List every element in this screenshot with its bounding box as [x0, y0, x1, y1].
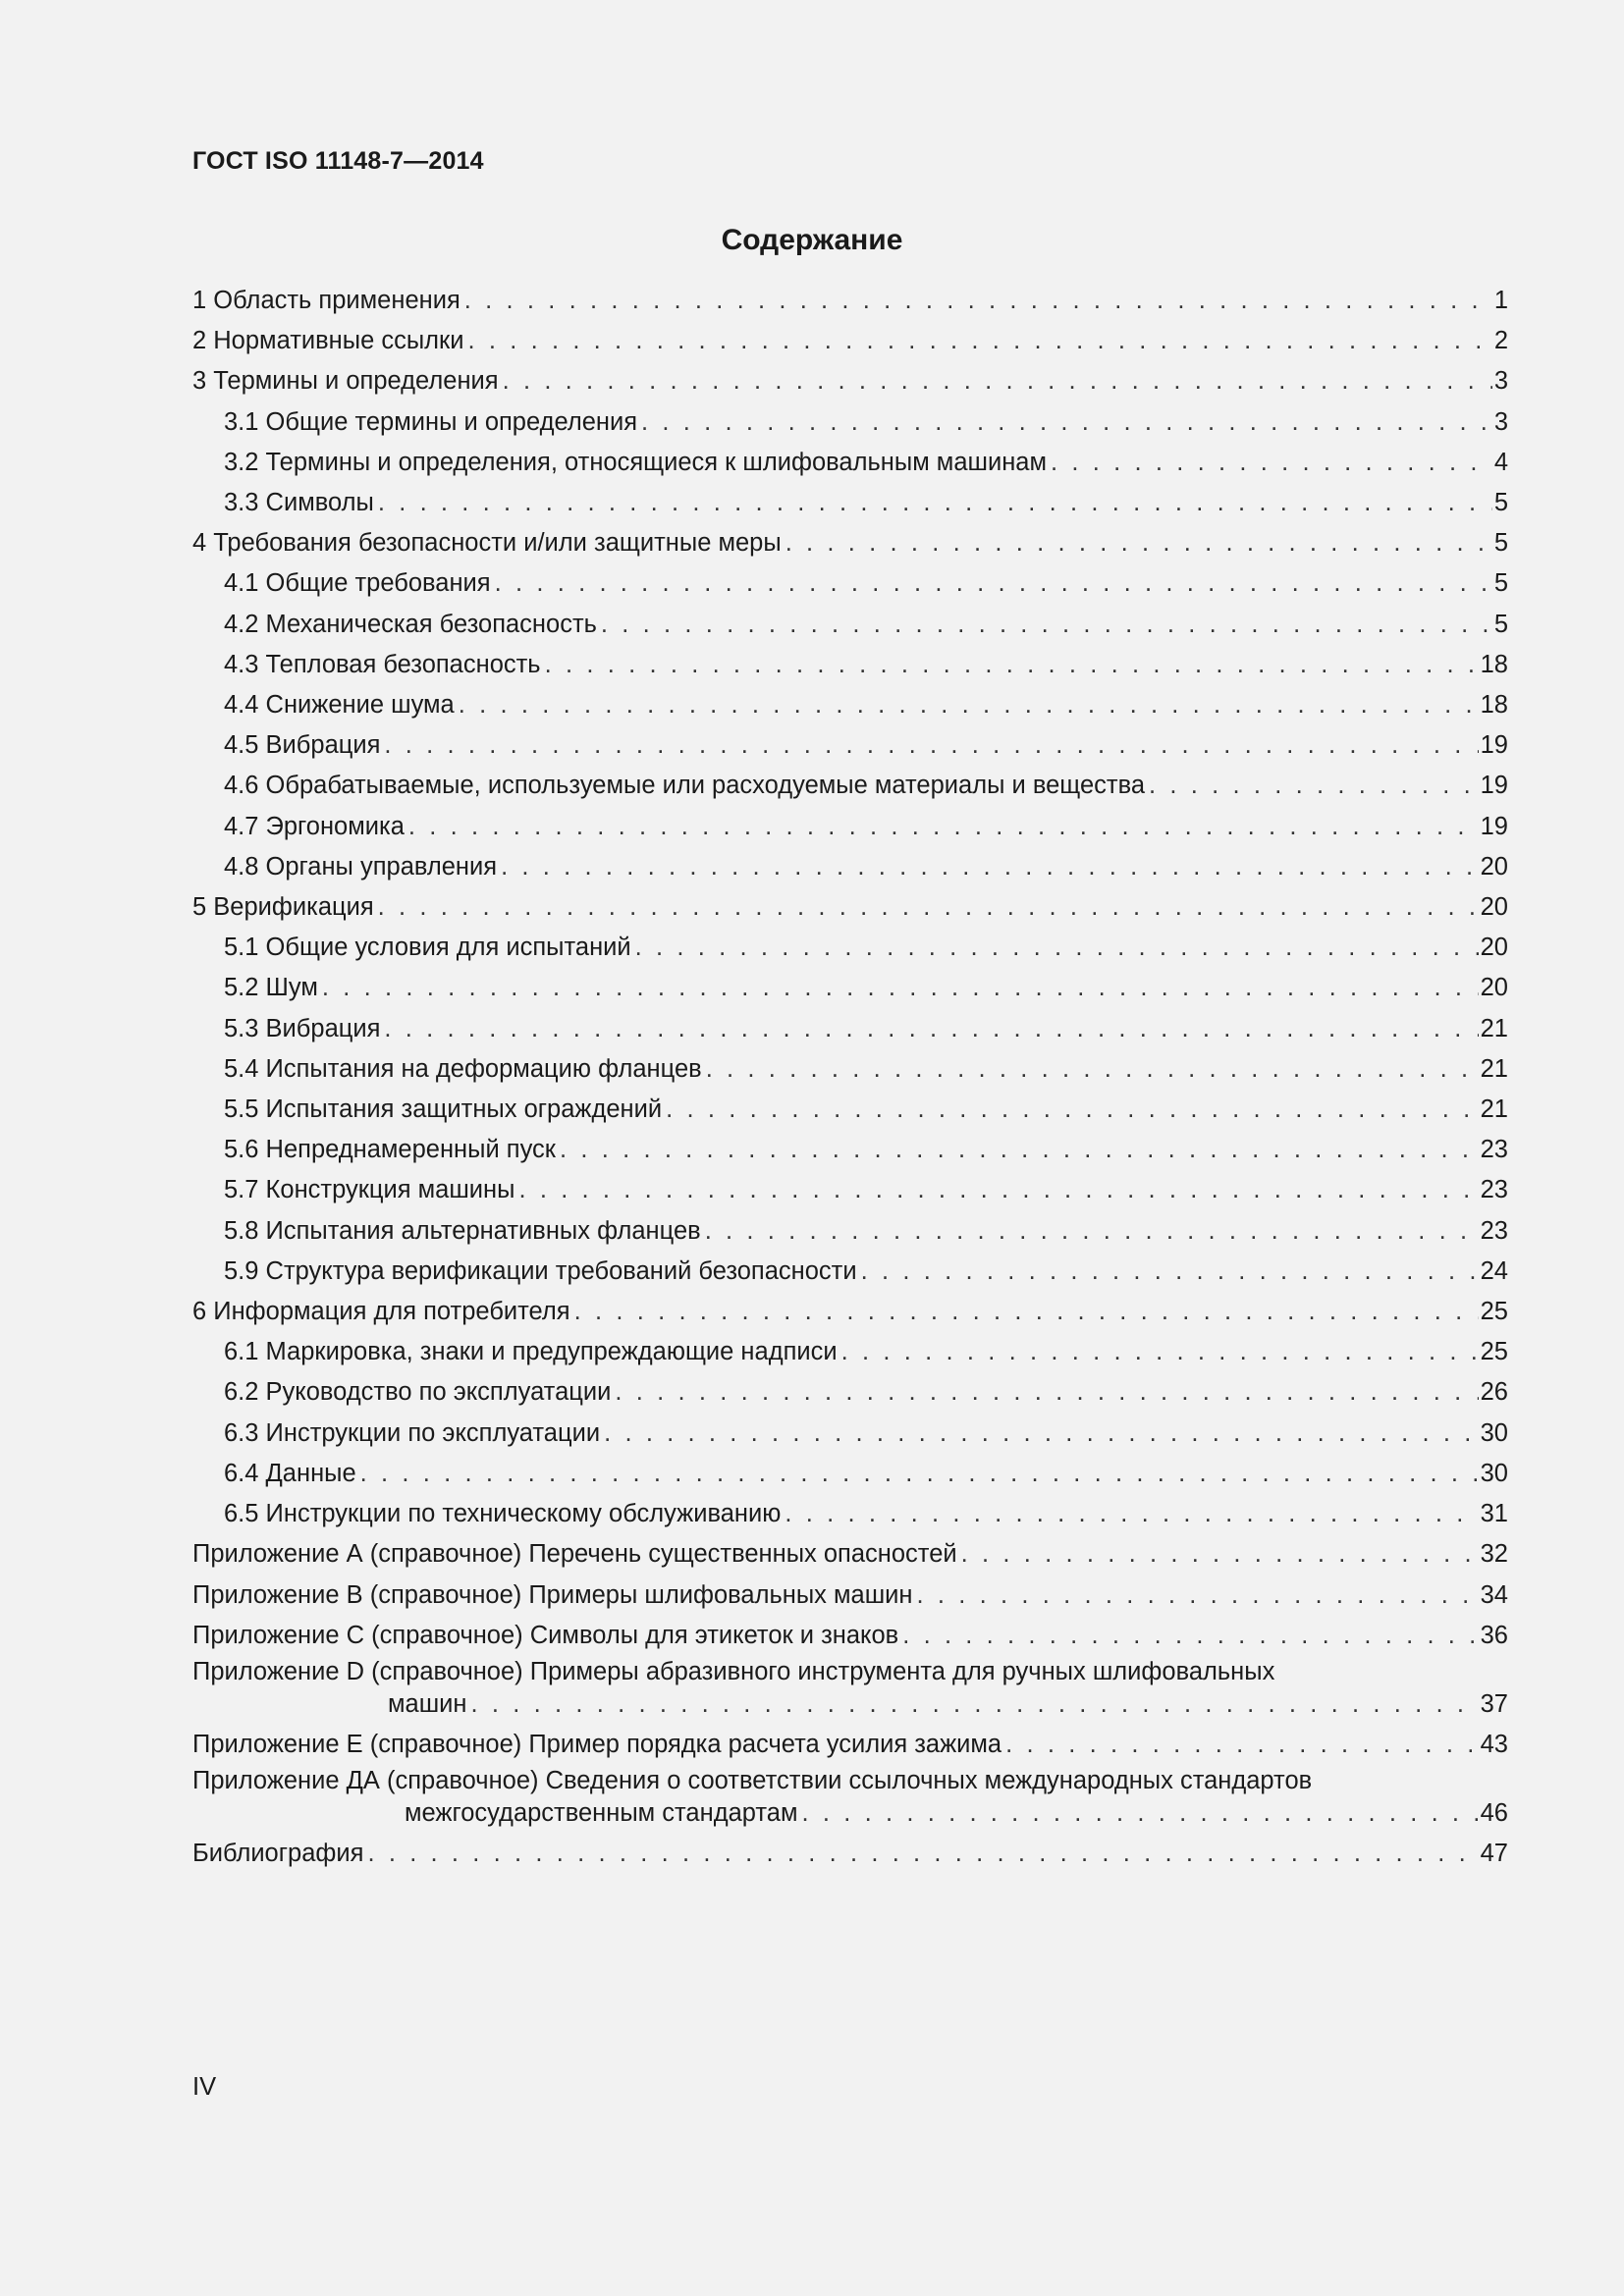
dot-leader	[841, 1332, 1479, 1372]
toc-entry-text: 6.4 Данные	[224, 1459, 356, 1487]
toc-entry[interactable]	[192, 563, 1508, 604]
toc-entry-text: 5.7 Конструкция машины	[224, 1176, 515, 1204]
dot-leader	[1005, 1725, 1479, 1765]
toc-entry-page: 5	[1493, 489, 1508, 517]
toc-entry[interactable]	[192, 1575, 1508, 1616]
dot-leader	[360, 1454, 1479, 1494]
dot-leader	[467, 321, 1491, 361]
dot-leader	[574, 1292, 1479, 1332]
toc-entry-text: 1 Область применения	[192, 287, 460, 314]
toc-entry[interactable]	[192, 887, 1508, 928]
toc-entry-page: 32	[1480, 1540, 1508, 1569]
toc-entry-page: 20	[1480, 893, 1508, 922]
toc-entry-page: 5	[1493, 529, 1508, 558]
toc-entry-page: 30	[1480, 1459, 1508, 1487]
toc-entry[interactable]	[192, 321, 1508, 361]
toc-entry-page: 5	[1493, 610, 1508, 638]
toc-entry-bibliography[interactable]	[192, 1834, 1508, 1874]
toc-entry-page: 24	[1480, 1256, 1508, 1285]
toc-entry-page: 18	[1480, 650, 1508, 678]
dot-leader	[503, 361, 1492, 401]
toc-entry-page: 20	[1480, 974, 1508, 1002]
toc-entry-page: 20	[1480, 934, 1508, 962]
toc-entry-page: 23	[1480, 1216, 1508, 1245]
dot-leader	[495, 563, 1492, 604]
toc-entry-appendix-da[interactable]	[192, 1765, 1508, 1834]
toc-entry-page: 25	[1480, 1338, 1508, 1366]
toc-entry[interactable]	[192, 968, 1508, 1008]
toc-entry-page: 21	[1480, 1014, 1508, 1042]
dot-leader	[785, 523, 1492, 563]
toc-entry-text: 3.2 Термины и определения, относящиеся к шлифовальным машинам	[224, 448, 1048, 476]
toc-entry-text: 6.2 Руководство по эксплуатации	[224, 1378, 612, 1407]
dot-leader	[902, 1616, 1478, 1656]
toc-entry[interactable]	[192, 1372, 1508, 1413]
toc-entry-page: 3	[1493, 407, 1508, 436]
toc-entry-text: 5.2 Шум	[224, 974, 318, 1002]
table-of-contents	[192, 281, 1508, 1874]
toc-entries	[192, 281, 1508, 1656]
dot-leader	[378, 887, 1479, 928]
toc-entry-text: Приложение А (справочное) Перечень существенных опасностей	[192, 1540, 957, 1569]
toc-entry-page: 30	[1480, 1418, 1508, 1447]
dot-leader	[408, 807, 1479, 847]
dot-leader	[322, 968, 1479, 1008]
toc-entry[interactable]	[192, 1616, 1508, 1656]
toc-entry-page: 21	[1480, 1095, 1508, 1124]
dot-leader	[641, 402, 1492, 443]
dot-leader	[459, 685, 1479, 725]
toc-entry-text-line2: межгосударственным стандартам	[405, 1799, 798, 1828]
toc-entry-page: 46	[1480, 1799, 1508, 1828]
toc-entry-page: 23	[1480, 1136, 1508, 1164]
toc-entry[interactable]	[192, 1252, 1508, 1292]
toc-entry-page: 47	[1480, 1840, 1508, 1868]
dot-leader	[601, 605, 1492, 645]
dot-leader	[961, 1534, 1479, 1575]
toc-entry[interactable]	[192, 1494, 1508, 1534]
toc-entry[interactable]	[192, 847, 1508, 887]
toc-entry-page: 19	[1480, 731, 1508, 760]
toc-entry[interactable]	[192, 402, 1508, 443]
dot-leader	[615, 1372, 1478, 1413]
toc-entry[interactable]	[192, 483, 1508, 523]
dot-leader	[635, 928, 1479, 968]
toc-entry-text: 4.3 Тепловая безопасность	[224, 650, 541, 678]
dot-leader	[518, 1170, 1478, 1210]
dot-leader	[1051, 443, 1492, 483]
toc-entry[interactable]	[192, 1534, 1508, 1575]
toc-entry-text: 5.5 Испытания защитных ограждений	[224, 1095, 663, 1124]
toc-entry-text: 3 Термины и определения	[192, 367, 499, 396]
dot-leader	[384, 725, 1478, 766]
toc-entry-text: 6.5 Инструкции по техническому обслуживанию	[224, 1500, 782, 1528]
toc-entry-text: 5.1 Общие условия для испытаний	[224, 934, 631, 962]
toc-entry-page: 2	[1493, 327, 1508, 355]
toc-entry[interactable]	[192, 645, 1508, 685]
toc-entry-text: 4.6 Обрабатываемые, используемые или расходуемые материалы и вещества	[224, 772, 1146, 800]
toc-entry[interactable]	[192, 361, 1508, 401]
toc-entry[interactable]	[192, 685, 1508, 725]
toc-entry-text: 4.8 Органы управления	[224, 852, 498, 881]
toc-entry-text: 4 Требования безопасности и/или защитные меры	[192, 529, 782, 558]
toc-entry-page: 20	[1480, 852, 1508, 881]
toc-entry-text: 5.4 Испытания на деформацию фланцев	[224, 1054, 702, 1083]
toc-entry-text: 3.1 Общие термины и определения	[224, 407, 638, 436]
toc-entry-page: 37	[1480, 1689, 1508, 1718]
toc-entry-text: 6 Информация для потребителя	[192, 1298, 570, 1326]
toc-entry-text: 4.4 Снижение шума	[224, 691, 455, 720]
toc-entry-text: 6.1 Маркировка, знаки и предупреждающие надписи	[224, 1338, 838, 1366]
toc-entry-text: 5 Верификация	[192, 893, 374, 922]
dot-leader	[1149, 766, 1479, 806]
toc-entry-page: 31	[1480, 1500, 1508, 1528]
dot-leader	[384, 1009, 1478, 1049]
toc-entry[interactable]	[192, 1130, 1508, 1170]
toc-entry-page: 18	[1480, 691, 1508, 720]
toc-entry[interactable]	[192, 928, 1508, 968]
toc-entry-page: 43	[1480, 1730, 1508, 1758]
dot-leader	[801, 1797, 1478, 1830]
toc-entry[interactable]	[192, 1332, 1508, 1372]
toc-entry[interactable]	[192, 605, 1508, 645]
toc-entry-page: 25	[1480, 1298, 1508, 1326]
toc-entry-text: Приложение Е (справочное) Пример порядка расчета усилия зажима	[192, 1730, 1002, 1758]
dot-leader	[705, 1211, 1479, 1252]
toc-entry-appendix-e[interactable]	[192, 1725, 1508, 1765]
toc-entry[interactable]	[192, 1090, 1508, 1130]
dot-leader	[785, 1494, 1478, 1534]
toc-entry[interactable]	[192, 1292, 1508, 1332]
dot-leader	[367, 1834, 1478, 1874]
dot-leader	[545, 645, 1479, 685]
toc-entry[interactable]	[192, 443, 1508, 483]
toc-entry[interactable]	[192, 1414, 1508, 1454]
toc-entry[interactable]	[192, 1049, 1508, 1090]
toc-entry[interactable]	[192, 1170, 1508, 1210]
toc-entry-page: 26	[1480, 1378, 1508, 1407]
page-number: IV	[192, 2073, 217, 2101]
toc-entry[interactable]	[192, 766, 1508, 806]
toc-entry-text: 4.2 Механическая безопасность	[224, 610, 597, 638]
toc-entry-text: 2 Нормативные ссылки	[192, 327, 464, 355]
toc-entry-page: 3	[1493, 367, 1508, 396]
toc-entry-page: 1	[1493, 287, 1508, 314]
dot-leader	[666, 1090, 1479, 1130]
toc-entry-text: 5.6 Непреднамеренный пуск	[224, 1136, 556, 1164]
toc-entry-page: 21	[1480, 1054, 1508, 1083]
dot-leader	[501, 847, 1479, 887]
toc-entry-page: 23	[1480, 1176, 1508, 1204]
toc-entry-text: 4.5 Вибрация	[224, 731, 381, 760]
document-code: ГОСТ ISO 11148-7—2014	[192, 147, 484, 175]
toc-entry-text: 5.9 Структура верификации требований безопасности	[224, 1256, 857, 1285]
toc-entry-page: 19	[1480, 812, 1508, 840]
toc-entry[interactable]	[192, 807, 1508, 847]
toc-entry-text: 3.3 Символы	[224, 489, 374, 517]
toc-entry-text: 4.7 Эргономика	[224, 812, 405, 840]
dot-leader	[464, 281, 1492, 321]
toc-entry-text: 5.8 Испытания альтернативных фланцев	[224, 1216, 701, 1245]
toc-entry-page: 36	[1480, 1621, 1508, 1649]
toc-entry-text: Библиография	[192, 1840, 364, 1868]
toc-entry[interactable]	[192, 523, 1508, 563]
toc-entry-text: 5.3 Вибрация	[224, 1014, 381, 1042]
toc-entry[interactable]	[192, 1454, 1508, 1494]
toc-entry-text: Приложение С (справочное) Символы для этикеток и знаков	[192, 1621, 899, 1649]
toc-entry-page: 5	[1493, 569, 1508, 598]
dot-leader	[917, 1575, 1479, 1616]
toc-entry-text: Приложение В (справочное) Примеры шлифовальных машин	[192, 1580, 913, 1609]
toc-entry[interactable]	[192, 1211, 1508, 1252]
dot-leader	[560, 1130, 1479, 1170]
dot-leader	[471, 1688, 1479, 1721]
toc-entry[interactable]	[192, 1009, 1508, 1049]
toc-entry-text-line2: машин	[388, 1689, 467, 1718]
toc-entry-text: 4.1 Общие требования	[224, 569, 491, 598]
toc-entry-page: 34	[1480, 1580, 1508, 1609]
dot-leader	[378, 483, 1492, 523]
toc-entry-text: 6.3 Инструкции по эксплуатации	[224, 1418, 601, 1447]
toc-entry-text-line1: Приложение D (справочное) Примеры абразивного инструмента для ручных шлифовальных	[192, 1657, 1275, 1685]
dot-leader	[604, 1414, 1479, 1454]
toc-entry-page: 4	[1493, 448, 1508, 476]
toc-entry-text-line1: Приложение ДА (справочное) Сведения о соответствии ссылочных международных стандартов	[192, 1767, 1313, 1795]
dot-leader	[706, 1049, 1479, 1090]
toc-entry[interactable]	[192, 725, 1508, 766]
dot-leader	[861, 1252, 1479, 1292]
toc-entry-appendix-d[interactable]	[192, 1656, 1508, 1725]
toc-entry-page: 19	[1480, 772, 1508, 800]
toc-entry[interactable]	[192, 281, 1508, 321]
toc-title: Содержание	[721, 224, 903, 256]
